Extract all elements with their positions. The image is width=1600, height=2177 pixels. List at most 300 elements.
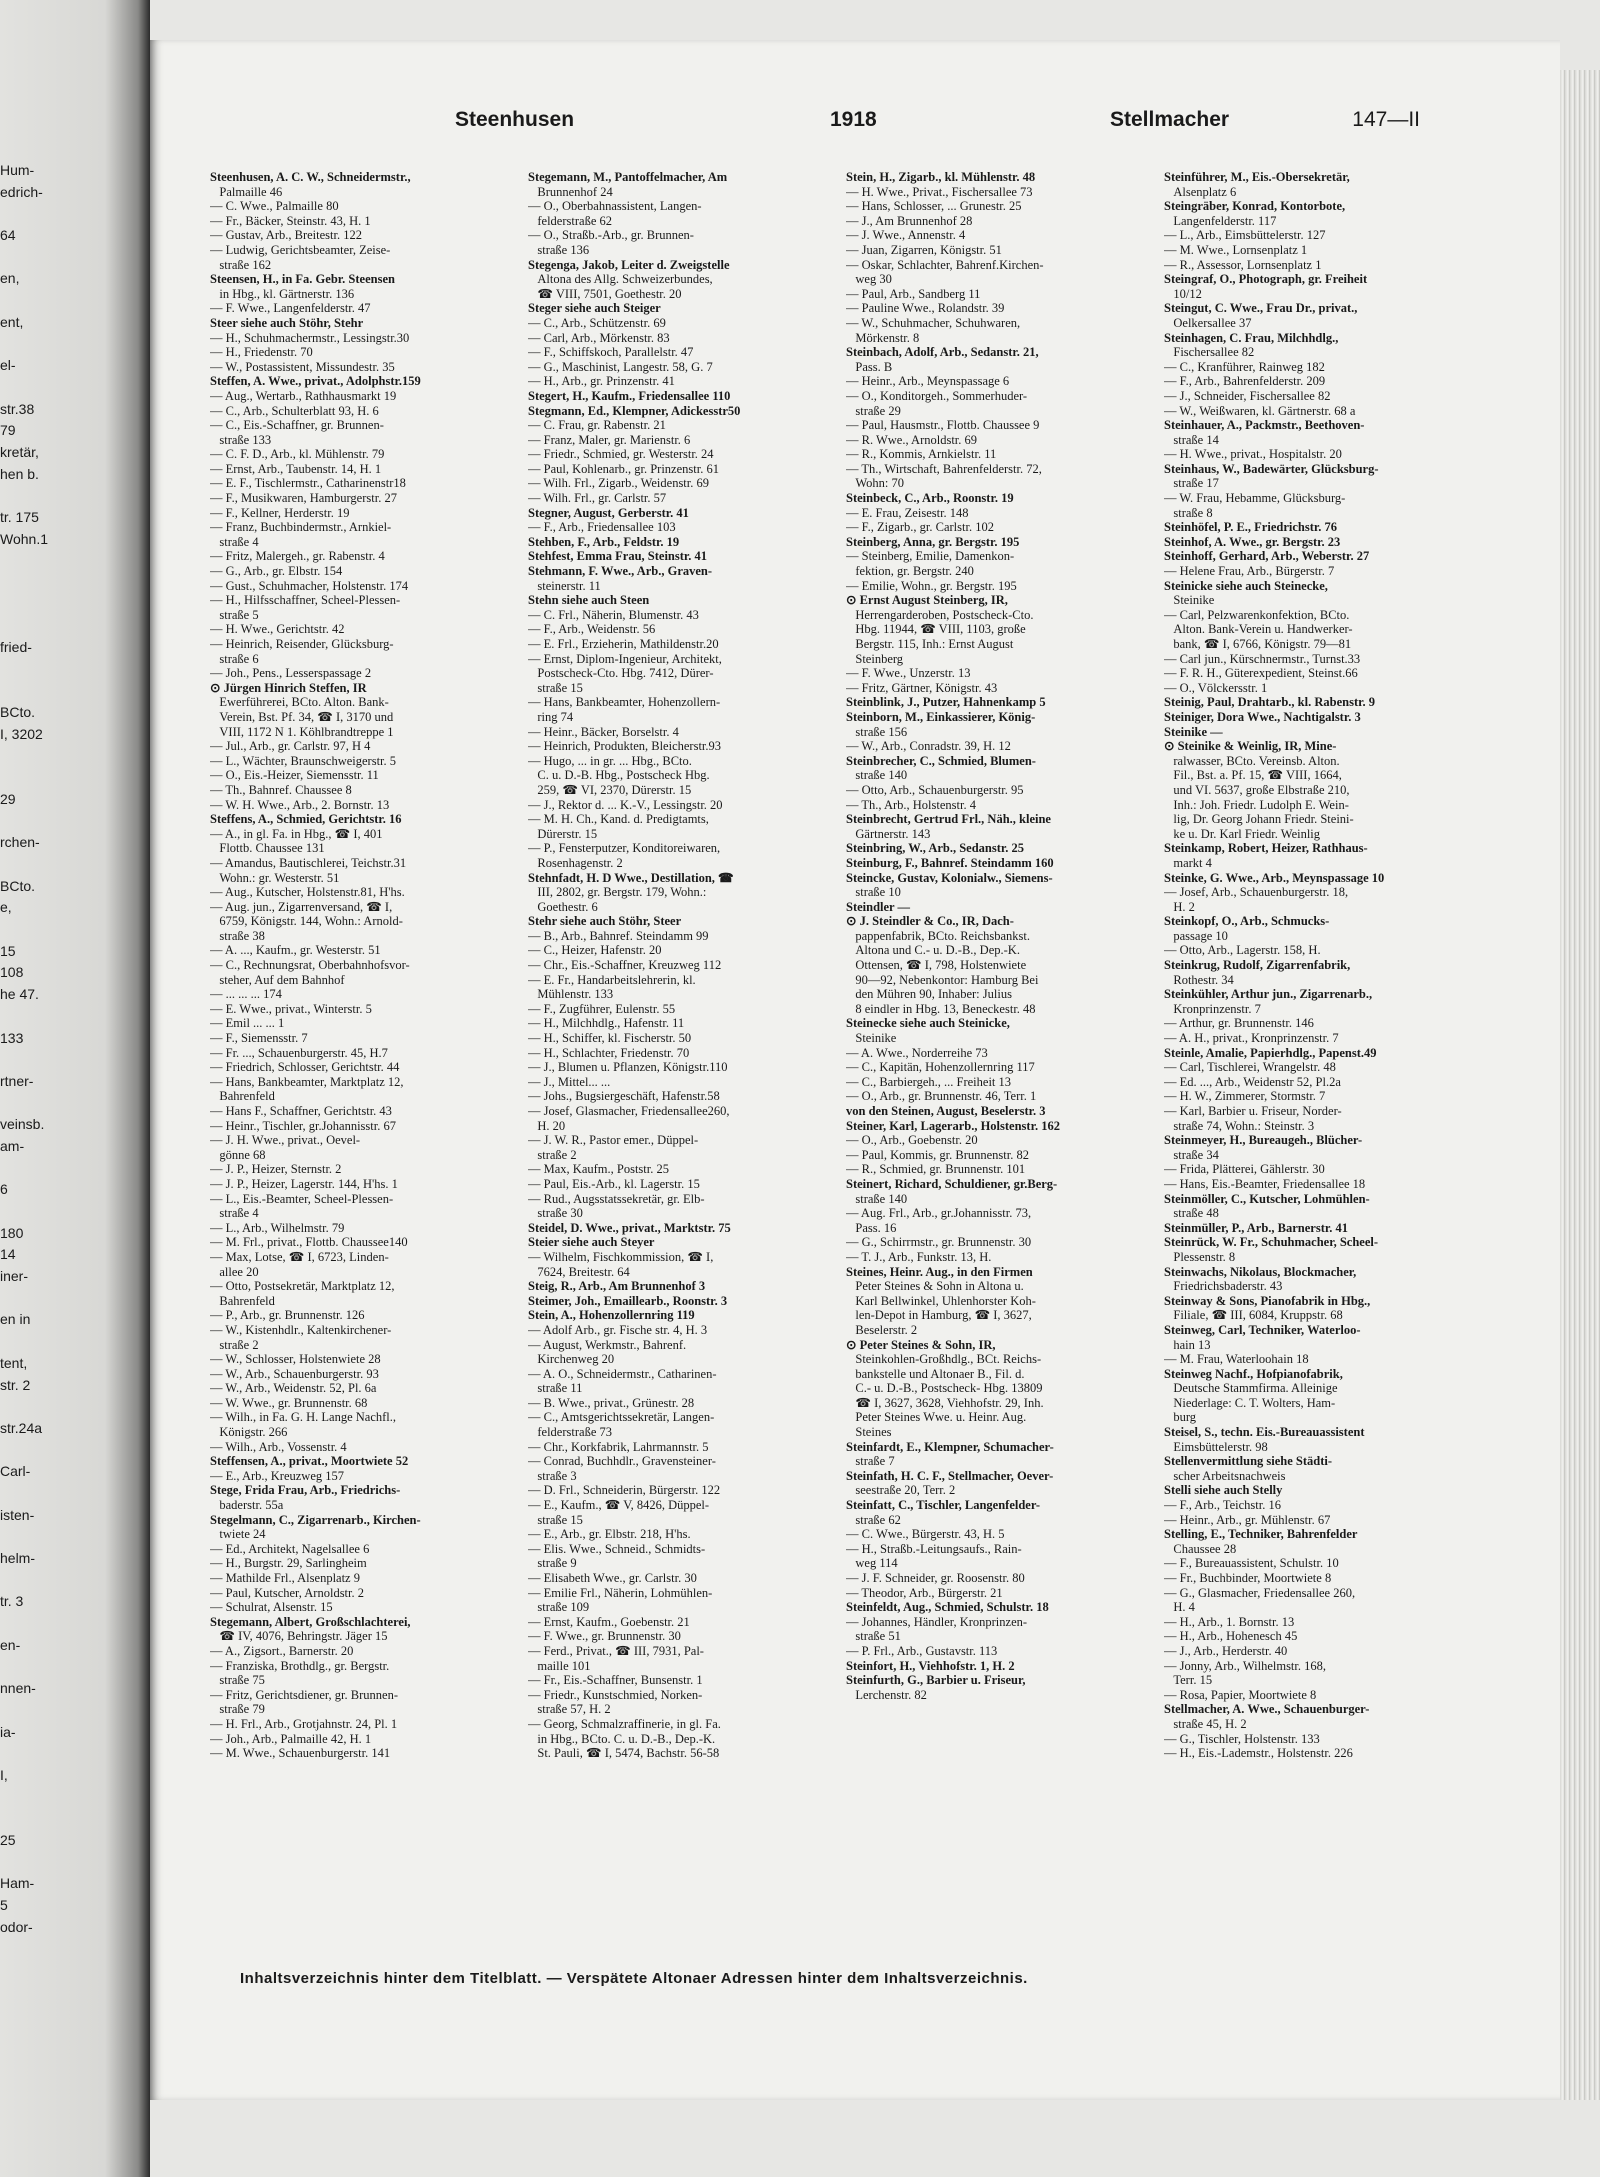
directory-entry-line: — A., Zigsort., Barnerstr. 20 <box>210 1643 354 1658</box>
directory-entry-line: — E. Frau, Zeisestr. 148 <box>846 505 969 520</box>
directory-entry-line: — Fr., Bäcker, Steinstr. 43, H. 1 <box>210 213 371 228</box>
margin-fragment: I, 3202 <box>0 725 43 742</box>
directory-entry-line: — F., Bureauassistent, Schulstr. 10 <box>1164 1556 1339 1571</box>
directory-entry-line: — H., Friedenstr. 70 <box>210 345 313 360</box>
directory-entry-line: — J. H. Wwe., privat., Oevel- <box>210 1133 361 1148</box>
directory-entry-line: — Schulrat, Alsenstr. 15 <box>210 1600 333 1615</box>
margin-fragment: 108 <box>0 964 24 981</box>
directory-entry-line: Steindler — <box>846 899 911 914</box>
directory-entry-line: — Heinr., Arb., gr. Mühlenstr. 67 <box>1164 1512 1331 1527</box>
margin-fragment <box>0 1158 132 1180</box>
directory-entry-line: straße 10 <box>846 885 901 900</box>
directory-entry-line: — Carl, Pelzwarenkonfektion, BCto. <box>1164 607 1350 622</box>
directory-entry-line: III, 2802, gr. Bergstr. 179, Wohn.: <box>528 885 707 900</box>
margin-fragment: 5 <box>0 1897 8 1913</box>
directory-entry-line: — P., Fensterputzer, Konditoreiwaren, <box>528 841 721 856</box>
directory-entry-line: — B. Wwe., privat., Grünestr. 28 <box>528 1395 695 1410</box>
directory-entry-line: Eimsbüttelerstr. 98 <box>1164 1439 1268 1454</box>
directory-entry-line: — Ernst, Arb., Taubenstr. 14, H. 1 <box>210 461 382 476</box>
directory-entry-line: von den Steinen, August, Beselerstr. 3 <box>846 1104 1046 1118</box>
directory-entry-line: ke u. Dr. Karl Friedr. Weinlig <box>1164 826 1321 841</box>
directory-entry-line: Deutsche Stammfirma. Alleinige <box>1164 1381 1338 1396</box>
directory-entry-line: Bahrenfeld <box>210 1089 275 1104</box>
directory-entry-line: straße 3 <box>528 1468 577 1483</box>
directory-entry-line: ⊙ Jürgen Hinrich Steffen, IR <box>210 680 367 695</box>
directory-entry-line: Steinbeck, C., Arb., Roonstr. 19 <box>846 491 1014 506</box>
directory-entry-line: Hbg. 11944, ☎ VIII, 1103, große <box>846 622 1026 637</box>
directory-entry-line: straße 156 <box>846 724 908 739</box>
directory-entry-line: Pass. 16 <box>846 1220 897 1235</box>
directory-entry-line: Steinbrecher, C., Schmied, Blumen- <box>846 753 1036 768</box>
directory-entry-line: 7624, Breitestr. 64 <box>528 1264 630 1279</box>
directory-entry-line: Altona und C.- u. D.-B., Dep.-K. <box>846 943 1020 958</box>
directory-entry-line: Stein, A., Hohenzollernring 119 <box>528 1308 695 1323</box>
directory-entry-line: Steisel, S., techn. Eis.-Bureauassistent <box>1164 1425 1365 1440</box>
directory-entry-line: — Joh., Pens., Lesserspassage 2 <box>210 666 372 681</box>
directory-entry-line: Steincke, Gustav, Kolonialw., Siemens- <box>846 870 1053 885</box>
margin-fragment: rchen- <box>0 834 40 851</box>
directory-entry-line: weg 30 <box>846 272 892 287</box>
directory-entry-line: ☎ I, 3627, 3628, Viehhofstr. 29, Inh. <box>846 1395 1044 1410</box>
directory-entry-line: Steenhusen, A. C. W., Schneidermstr., <box>210 170 411 184</box>
directory-entry-line: straße 2 <box>210 1337 259 1352</box>
directory-entry-line: Steinfardt, E., Klempner, Schumacher- <box>846 1439 1054 1454</box>
directory-entry-line: Steinführer, M., Eis.-Obersekretär, <box>1164 170 1350 184</box>
directory-entry-line: — Ed., Architekt, Nagelsallee 6 <box>210 1541 370 1556</box>
margin-fragment: 29 <box>0 790 16 807</box>
margin-fragment: 133 <box>0 1029 24 1046</box>
directory-entry-line: — W., Schlosser, Holstenwiete 28 <box>210 1352 381 1367</box>
directory-entry-line: — F., Kellner, Herderstr. 19 <box>210 505 350 520</box>
directory-entry-line: Langenfelderstr. 117 <box>1164 213 1277 228</box>
margin-fragment: 79 <box>0 422 16 439</box>
margin-fragment <box>0 854 132 876</box>
directory-entry-line: — C. Frau, gr. Rabenstr. 21 <box>528 418 666 433</box>
directory-entry-line: — F., Zigarb., gr. Carlstr. 102 <box>846 520 994 535</box>
directory-entry-line: — Mathilde Frl., Alsenplatz 9 <box>210 1571 360 1585</box>
directory-entry-line: Stellmacher, A. Wwe., Schauenburger- <box>1164 1702 1370 1717</box>
directory-entry-line: — J. P., Heizer, Lagerstr. 144, H'hs. 1 <box>210 1176 398 1191</box>
directory-entry-line: — Gust., Schuhmacher, Holstenstr. 174 <box>210 578 409 593</box>
directory-entry-line: hain 13 <box>1164 1337 1211 1352</box>
directory-entry-line: — Hans, Bankbeamter, Hohenzollern- <box>528 695 721 710</box>
directory-entry-line: — Juan, Zigarren, Königstr. 51 <box>846 242 1002 257</box>
directory-entry-line: — Aug., Wertarb., Rathhausmarkt 19 <box>210 388 397 403</box>
directory-entry-line: — H., Arb., 1. Bornstr. 13 <box>1164 1614 1295 1629</box>
directory-entry-line: — Th., Bahnref. Chaussee 8 <box>210 782 352 797</box>
margin-fragment: 25 <box>0 1831 16 1848</box>
directory-entry-line: — Ed. ..., Arb., Weidenstr 52, Pl.2a <box>1164 1074 1341 1089</box>
margin-fragment: 180 <box>0 1224 24 1241</box>
directory-entry-line: — M. Wwe., Lornsenplatz 1 <box>1164 242 1308 257</box>
directory-entry-line: — M. Wwe., Schauenburgerstr. 141 <box>210 1746 391 1761</box>
directory-entry-line: Peter Steines Wwe. u. Heinr. Aug. <box>846 1410 1027 1425</box>
directory-entry-line: — Franz, Maler, gr. Marienstr. 6 <box>528 432 691 447</box>
directory-entry-line: Steinweg Nachf., Hofpianofabrik, <box>1164 1366 1343 1381</box>
directory-entry-line: — H. Frl., Arb., Grotjahnstr. 24, Pl. 1 <box>210 1716 398 1731</box>
margin-fragment <box>0 767 132 789</box>
margin-fragment: en, <box>0 270 20 287</box>
directory-entry-line: — F., Zugführer, Eulenstr. 55 <box>528 1001 676 1016</box>
directory-entry-line: — Conrad, Buchhdlr., Gravensteiner- <box>528 1454 716 1469</box>
directory-entry-line: Königstr. 266 <box>210 1425 288 1440</box>
directory-entry-line: Steinkamp, Robert, Heizer, Rathhaus- <box>1164 841 1368 856</box>
directory-entry-line: Inh.: Joh. Friedr. Ludolph E. Wein- <box>1164 797 1349 812</box>
directory-entry-line: — Karl, Barbier u. Friseur, Norder- <box>1164 1104 1342 1118</box>
directory-entry-line: — J., Am Brunnenhof 28 <box>846 213 973 228</box>
directory-entry-line: — B., Arb., Bahnref. Steindamm 99 <box>528 928 709 943</box>
directory-entry-line: — O., Arb., gr. Brunnenstr. 46, Terr. 1 <box>846 1089 1037 1104</box>
directory-entry-line: — G., Tischler, Holstenstr. 133 <box>1164 1731 1320 1746</box>
directory-entry-line: Steinbrecht, Gertrud Frl., Näh., kleine <box>846 812 1051 827</box>
margin-fragment <box>0 550 132 572</box>
margin-fragment: edrich- <box>0 183 43 200</box>
directory-entry-line: Bahrenfeld <box>210 1293 275 1308</box>
margin-fragment: am- <box>0 1137 25 1154</box>
margin-fragment <box>0 1006 132 1028</box>
directory-entry-line: Steinhagen, C. Frau, Milchhdlg., <box>1164 330 1339 345</box>
directory-columns <box>210 170 1480 1970</box>
directory-entry-line: Steffensen, A., privat., Moortwiete 52 <box>210 1454 409 1469</box>
directory-entry-line: in Hbg., kl. Gärtnerstr. 136 <box>210 286 355 301</box>
directory-entry-line: — F., Arb., Weidenstr. 56 <box>528 622 656 637</box>
margin-fragment: iner- <box>0 1268 29 1285</box>
directory-entry-line: — A. ..., Kaufm., gr. Westerstr. 51 <box>210 943 381 958</box>
margin-fragment <box>0 1483 132 1505</box>
margin-fragment: el- <box>0 357 16 374</box>
directory-entry-line: — W., Schuhmacher, Schuhwaren, <box>846 315 1021 330</box>
directory-entry-line: — W., Arb., Weidenstr. 52, Pl. 6a <box>210 1381 377 1396</box>
directory-entry-line: — Ernst, Kaufm., Goebenstr. 21 <box>528 1614 690 1629</box>
directory-entry-line: — W., Kistenhdlr., Kaltenkirchener- <box>210 1322 392 1337</box>
directory-entry-line: — Gustav, Arb., Breitestr. 122 <box>210 228 362 243</box>
directory-entry-line: — H. W., Zimmerer, Stormstr. 7 <box>1164 1089 1326 1104</box>
directory-entry-line: straße 74, Wohn.: Steinstr. 3 <box>1164 1118 1315 1133</box>
margin-fragment <box>0 594 132 616</box>
directory-entry-line: — Theodor, Arb., Bürgerstr. 21 <box>846 1585 1003 1600</box>
directory-entry-line: — A. H., privat., Kronprinzenstr. 7 <box>1164 1031 1339 1046</box>
directory-entry-line: ☎ VIII, 7501, Goethestr. 20 <box>528 286 682 301</box>
directory-entry-line: — Chr., Korkfabrik, Lahrmannstr. 5 <box>528 1439 709 1454</box>
directory-entry-line: Mühlenstr. 133 <box>528 987 614 1002</box>
directory-entry-line: straße 75 <box>210 1673 265 1688</box>
directory-entry-line: Alton. Bank-Verein u. Handwerker- <box>1164 622 1353 637</box>
margin-fragment: str. 2 <box>0 1376 31 1393</box>
directory-entry-line: Rothestr. 34 <box>1164 972 1234 987</box>
directory-entry-line: — W., Arb., Schauenburgerstr. 93 <box>210 1366 379 1381</box>
directory-entry-line: Friedrichsbaderstr. 43 <box>1164 1279 1283 1294</box>
margin-fragment: BCto. <box>0 704 36 721</box>
directory-entry-line: ⊙ Peter Steines & Sohn, IR, <box>846 1337 996 1352</box>
margin-fragment <box>0 1396 132 1418</box>
margin-fragment <box>0 1743 132 1765</box>
directory-entry-line: — Paul, Kutscher, Arnoldstr. 2 <box>210 1585 365 1600</box>
margin-fragment <box>0 1700 132 1722</box>
directory-entry-line: straße 133 <box>210 432 272 447</box>
margin-fragment: str.24a <box>0 1419 43 1436</box>
directory-entry-line: scher Arbeitsnachweis <box>1164 1468 1286 1483</box>
directory-entry-line: Steinmöller, C., Kutscher, Lohmühlen- <box>1164 1191 1370 1206</box>
directory-entry-line: Stegmann, Ed., Klempner, Adickesstr50 <box>528 403 741 418</box>
directory-entry-line: — Otto, Arb., Schauenburgerstr. 95 <box>846 782 1024 797</box>
directory-entry-line: Rosenhagenstr. 2 <box>528 855 623 870</box>
directory-entry-line: — Heinr., Bäcker, Borselstr. 4 <box>528 724 679 739</box>
margin-fragment <box>0 485 132 507</box>
margin-fragment <box>0 1288 132 1310</box>
directory-entry-line: — Wilh. Frl., gr. Carlstr. 57 <box>528 491 667 506</box>
margin-fragment <box>0 1201 132 1223</box>
directory-entry-line: — C., Eis.-Schaffner, gr. Brunnen- <box>210 418 384 433</box>
directory-entry-line: — C., Barbiergeh., ... Freiheit 13 <box>846 1074 1012 1089</box>
directory-entry-line: Ewerführerei, BCto. Alton. Bank- <box>210 695 389 710</box>
directory-entry-line: Steger siehe auch Steiger <box>528 301 661 316</box>
directory-entry-line: — Josef, Glasmacher, Friedensallee260, <box>528 1104 730 1118</box>
directory-entry-line: Steier siehe auch Steyer <box>528 1235 655 1250</box>
directory-entry-line: Fil., Bst. a. Pf. 15, ☎ VIII, 1664, <box>1164 768 1342 783</box>
directory-entry-line: Stegner, August, Gerberstr. 41 <box>528 505 689 520</box>
directory-entry-line: — Wilhelm, Fischkommission, ☎ I, <box>528 1249 714 1264</box>
margin-fragment: I, <box>0 1766 8 1783</box>
directory-entry-line: Steinfurth, G., Barbier u. Friseur, <box>846 1673 1026 1688</box>
directory-entry-line: C.- u. D.-B., Postscheck- Hbg. 13809 <box>846 1381 1043 1396</box>
directory-entry-line: Steinkühler, Arthur jun., Zigarrenarb., <box>1164 987 1373 1002</box>
directory-entry-line: — E. F., Tischlermstr., Catharinenstr18 <box>210 476 406 491</box>
directory-entry-line: Herrengarderoben, Postscheck-Cto. <box>846 607 1034 622</box>
margin-fragment: str.38 <box>0 400 35 417</box>
directory-entry-line: straße 4 <box>210 534 259 549</box>
directory-column <box>846 170 1154 1960</box>
directory-entry-line: C. u. D.-B. Hbg., Postscheck Hbg. <box>528 768 710 783</box>
directory-entry-line: — C., Heizer, Hafenstr. 20 <box>528 943 662 958</box>
margin-fragment: Carl- <box>0 1463 31 1480</box>
margin-fragment: tent, <box>0 1354 28 1371</box>
directory-entry-line: — O., Arb., Goebenstr. 20 <box>846 1133 978 1148</box>
margin-fragment: nnen- <box>0 1680 36 1697</box>
margin-fragment <box>0 615 132 637</box>
directory-entry-line: gönne 68 <box>210 1147 266 1162</box>
directory-entry-line: — Max, Kaufm., Poststr. 25 <box>528 1162 669 1177</box>
directory-entry-line: — O., Eis.-Heizer, Siemensstr. 11 <box>210 768 379 783</box>
directory-entry-line: — C. Wwe., Bürgerstr. 43, H. 5 <box>846 1527 1005 1542</box>
margin-fragment <box>0 681 132 703</box>
directory-entry-line: — Friedr., Kunstschmied, Norken- <box>528 1687 703 1702</box>
directory-entry-line: Stellenvermittlung siehe Städti- <box>1164 1454 1333 1469</box>
directory-entry-line: Gärtnerstr. 143 <box>846 826 931 841</box>
directory-entry-line: Steinhoff, Gerhard, Arb., Weberstr. 27 <box>1164 549 1370 564</box>
directory-entry-line: 90—92, Nebenkontor: Hamburg Bei <box>846 972 1039 987</box>
directory-entry-line: — Aug. Frl., Arb., gr.Johannisstr. 73, <box>846 1206 1032 1221</box>
directory-entry-line: straße 38 <box>210 928 265 943</box>
directory-entry-line: — H. Wwe., privat., Hospitalstr. 20 <box>1164 447 1342 462</box>
margin-fragment: rtner- <box>0 1072 34 1089</box>
directory-entry-line: — P. Frl., Arb., Gustavstr. 113 <box>846 1643 998 1658</box>
directory-entry-line: Peter Steines & Sohn in Altona u. <box>846 1279 1024 1294</box>
header-first-entry: Steenhusen <box>455 108 575 131</box>
directory-entry-line: Steer siehe auch Stöhr, Stehr <box>210 315 364 330</box>
directory-entry-line: straße 5 <box>210 607 259 622</box>
directory-entry-line: Stege, Frida Frau, Arb., Friedrichs- <box>210 1483 401 1498</box>
directory-entry-line: — Jonny, Arb., Wilhelmstr. 168, <box>1164 1658 1326 1673</box>
directory-entry-line: straße 45, H. 2 <box>1164 1716 1247 1731</box>
directory-entry-line: ⊙ Steinike & Weinlig, IR, Mine- <box>1164 739 1337 754</box>
directory-entry-line: Steinborn, M., Einkassierer, König- <box>846 709 1036 724</box>
directory-entry-line: — W. Wwe., gr. Brunnenstr. 68 <box>210 1395 368 1410</box>
directory-entry-line: — Amandus, Bautischlerei, Teichstr.31 <box>210 855 407 870</box>
directory-entry-line: — H., Schuhmachermstr., Lessingstr.30 <box>210 330 410 345</box>
directory-entry-line: seestraße 20, Terr. 2 <box>846 1483 956 1498</box>
margin-fragment: 14 <box>0 1246 16 1263</box>
directory-entry-line: — Emilie, Wohn., gr. Bergstr. 195 <box>846 578 1017 593</box>
directory-entry-line: — Th., Wirtschaft, Bahrenfelderstr. 72, <box>846 461 1042 476</box>
directory-entry-line: markt 4 <box>1164 855 1212 870</box>
directory-entry-line: — Rud., Augsstatssekretär, gr. Elb- <box>528 1191 705 1206</box>
directory-entry-line: — Arthur, gr. Brunnenstr. 146 <box>1164 1016 1314 1031</box>
directory-entry-line: straße 62 <box>846 1512 901 1527</box>
directory-entry-line: bankstelle und Altonaer B., Fil. d. <box>846 1366 1025 1381</box>
directory-entry-line: Steinkopf, O., Arb., Schmucks- <box>1164 914 1330 929</box>
directory-entry-line: — F., Siemensstr. 7 <box>210 1031 308 1046</box>
directory-entry-line: — F., Musikwaren, Hamburgerstr. 27 <box>210 491 397 506</box>
directory-entry-line: — A., in gl. Fa. in Hbg., ☎ I, 401 <box>210 826 383 841</box>
directory-entry-line: — E., Arb., Kreuzweg 157 <box>210 1468 344 1483</box>
directory-entry-line: — D. Frl., Schneiderin, Bürgerstr. 122 <box>528 1483 721 1498</box>
directory-entry-line: straße 11 <box>528 1381 583 1396</box>
directory-entry-line: Steinig, Paul, Drahtarb., kl. Rabenstr. 9 <box>1164 695 1376 710</box>
directory-entry-line: — Heinr., Arb., Meynspassage 6 <box>846 374 1010 389</box>
margin-fragment <box>0 1526 132 1548</box>
directory-entry-line: — J. Wwe., Annenstr. 4 <box>846 228 966 243</box>
directory-column <box>1164 170 1472 1960</box>
directory-entry-line: Stelli siehe auch Stelly <box>1164 1483 1283 1498</box>
directory-entry-line: Kirchenweg 20 <box>528 1352 615 1367</box>
directory-entry-line: — R., Kommis, Arnkielstr. 11 <box>846 447 997 462</box>
directory-entry-line: Steinberg, Anna, gr. Bergstr. 195 <box>846 534 1020 549</box>
directory-entry-line: Steinbring, W., Arb., Sedanstr. 25 <box>846 841 1025 856</box>
directory-entry-line: Steinicke siehe auch Steinecke, <box>1164 578 1328 593</box>
directory-entry-line: Steinweg, Carl, Techniker, Waterloo- <box>1164 1322 1361 1337</box>
directory-entry-line: straße 162 <box>210 257 272 272</box>
margin-fragment <box>0 1440 132 1462</box>
margin-fragment: Wohn.1 <box>0 530 48 547</box>
directory-entry-line: Dürerstr. 15 <box>528 826 598 841</box>
directory-entry-line: 10/12 <box>1164 286 1202 301</box>
directory-entry-line: — O., Straßb.-Arb., gr. Brunnen- <box>528 228 694 243</box>
directory-entry-line: straße 79 <box>210 1702 265 1717</box>
directory-entry-line: — A. O., Schneidermstr., Catharinen- <box>528 1366 717 1381</box>
directory-entry-line: — F., Schiffskoch, Parallelstr. 47 <box>528 345 694 360</box>
directory-entry-line: Stegemann, M., Pantoffelmacher, Am <box>528 170 728 184</box>
directory-entry-line: 259, ☎ VI, 2370, Dürerstr. 15 <box>528 782 692 797</box>
margin-fragment <box>0 1570 132 1592</box>
directory-entry-line: den Mühren 90, Inhaber: Julius <box>846 987 1012 1002</box>
directory-entry-line: — G., Glasmacher, Friedensallee 260, <box>1164 1585 1356 1600</box>
directory-entry-line: — Ernst, Diplom-Ingenieur, Architekt, <box>528 651 722 666</box>
margin-fragment <box>0 1852 132 1874</box>
margin-fragment <box>0 247 132 269</box>
directory-entry-line: Stehfest, Emma Frau, Steinstr. 41 <box>528 549 708 564</box>
directory-entry-line: Stegert, H., Kaufm., Friedensallee 110 <box>528 388 731 403</box>
directory-entry-line: twiete 24 <box>210 1527 266 1542</box>
directory-entry-line: — C., Arb., Schützenstr. 69 <box>528 315 666 330</box>
margin-fragment <box>0 572 132 594</box>
directory-entry-line: len-Depot in Hamburg, ☎ I, 3627, <box>846 1308 1032 1323</box>
directory-entry-line: — Wilh. Frl., Zigarb., Weidenstr. 69 <box>528 476 709 491</box>
directory-entry-line: Stehben, F., Arb., Feldstr. 19 <box>528 534 680 549</box>
directory-entry-line: St. Pauli, ☎ I, 5474, Bachstr. 56-58 <box>528 1746 720 1761</box>
directory-entry-line: fektion, gr. Bergstr. 240 <box>846 564 974 579</box>
directory-entry-line: — F., Arb., Teichstr. 16 <box>1164 1498 1281 1513</box>
directory-entry-line: straße 14 <box>1164 432 1219 447</box>
directory-entry-line: Steensen, H., in Fa. Gebr. Steensen <box>210 272 395 287</box>
directory-entry-line: burg <box>1164 1410 1197 1425</box>
directory-entry-line: straße 29 <box>846 403 901 418</box>
directory-entry-line: ralwasser, BCto. Vereinsb. Alton. <box>1164 753 1340 768</box>
directory-entry-line: baderstr. 55a <box>210 1498 284 1513</box>
directory-entry-line: Steinrück, W. Fr., Schuhmacher, Scheel- <box>1164 1235 1379 1250</box>
directory-entry-line: — E., Arb., gr. Elbstr. 218, H'hs. <box>528 1527 691 1542</box>
directory-entry-line: in Hbg., BCto. C. u. D.-B., Dep.-K. <box>528 1731 716 1746</box>
directory-entry-line: — W., Arb., Conradstr. 39, H. 12 <box>846 739 1011 754</box>
directory-entry-line: Steinburg, F., Bahnref. Steindamm 160 <box>846 855 1054 870</box>
directory-entry-line: und VI. 5637, große Elbstraße 210, <box>1164 782 1350 797</box>
directory-entry-line: Steinmüller, P., Arb., Barnerstr. 41 <box>1164 1220 1349 1235</box>
directory-entry-line: Steffen, A. Wwe., privat., Adolphstr.159 <box>210 374 421 389</box>
directory-entry-line: Steinle, Amalie, Papierhdlg., Papenst.49 <box>1164 1045 1377 1060</box>
directory-entry-line: — Heinrich, Reisender, Glücksburg- <box>210 637 394 651</box>
directory-entry-line: Stehn siehe auch Steen <box>528 593 650 608</box>
directory-entry-line: — H., Arb., Hohenesch 45 <box>1164 1629 1298 1644</box>
directory-entry-line: — E. Wwe., privat., Winterstr. 5 <box>210 1001 372 1016</box>
directory-entry-line: Beselerstr. 2 <box>846 1322 918 1337</box>
directory-entry-line: — H., Milchhdlg., Hafenstr. 11 <box>528 1016 685 1031</box>
directory-entry-line: — J., Arb., Herderstr. 40 <box>1164 1643 1288 1658</box>
directory-entry-line: — Friedr., Schmied, gr. Westerstr. 24 <box>528 447 714 462</box>
directory-entry-line: — G., Arb., gr. Elbstr. 154 <box>210 564 343 579</box>
directory-entry-line: Stehr siehe auch Stöhr, Steer <box>528 914 682 929</box>
directory-entry-line: steher, Auf dem Bahnhof <box>210 972 345 987</box>
directory-entry-line: straße 2 <box>528 1147 577 1162</box>
directory-entry-line: — Hugo, ... in gr. ... Hbg., BCto. <box>528 753 692 768</box>
directory-entry-line: — W. H. Wwe., Arb., 2. Bornstr. 13 <box>210 797 390 812</box>
directory-entry-line: — Emilie Frl., Näherin, Lohmühlen- <box>528 1585 713 1600</box>
directory-entry-line: — Jul., Arb., gr. Carlstr. 97, H 4 <box>210 739 371 754</box>
directory-entry-line: straße 4 <box>210 1206 259 1221</box>
directory-entry-line: Stegemann, Albert, Großschlachterei, <box>210 1614 411 1629</box>
page-footer-note: Inhaltsverzeichnis hinter dem Titelblatt. — Verspätete Altonaer Adressen hinter dem Inhaltsverzeichnis. <box>240 1970 1028 1987</box>
directory-entry-line: — Aug., Kutscher, Holstenstr.81, H'hs. <box>210 885 405 900</box>
directory-entry-line: Brunnenhof 24 <box>528 184 613 199</box>
directory-entry-line: — Paul, Hausmstr., Flottb. Chaussee 9 <box>846 418 1040 433</box>
margin-fragment: 6 <box>0 1181 8 1198</box>
facing-page-margin <box>0 160 132 2010</box>
directory-entry-line: — Friedrich, Schlosser, Gerichtstr. 44 <box>210 1060 400 1075</box>
directory-entry-line: Karl Bellwinkel, Uhlenhorster Koh- <box>846 1293 1036 1308</box>
directory-entry-line: Steinhauer, A., Packmstr., Beethoven- <box>1164 418 1365 433</box>
directory-entry-line: — Fr., Buchbinder, Moortwiete 8 <box>1164 1571 1332 1585</box>
directory-entry-line: Postscheck-Cto. Hbg. 7412, Dürer- <box>528 666 714 681</box>
directory-entry-line: — F. Wwe., gr. Brunnenstr. 30 <box>528 1629 681 1644</box>
directory-entry-line: Steinwachs, Nikolaus, Blockmacher, <box>1164 1264 1357 1279</box>
directory-entry-line: — H. Wwe., Gerichtstr. 42 <box>210 622 345 637</box>
directory-entry-line: Stein, H., Zigarb., kl. Mühlenstr. 48 <box>846 170 1036 184</box>
directory-entry-line: 6759, Königstr. 144, Wohn.: Arnold- <box>210 914 403 929</box>
directory-entry-line: Chaussee 28 <box>1164 1541 1237 1556</box>
directory-column <box>210 170 518 1960</box>
margin-fragment: BCto. <box>0 877 36 894</box>
directory-entry-line: — Johs., Bugsiergeschäft, Hafenstr.58 <box>528 1089 720 1104</box>
directory-entry-line: — G., Maschinist, Langestr. 58, G. 7 <box>528 359 713 374</box>
directory-entry-line: Steig, R., Arb., Am Brunnenhof 3 <box>528 1279 706 1294</box>
